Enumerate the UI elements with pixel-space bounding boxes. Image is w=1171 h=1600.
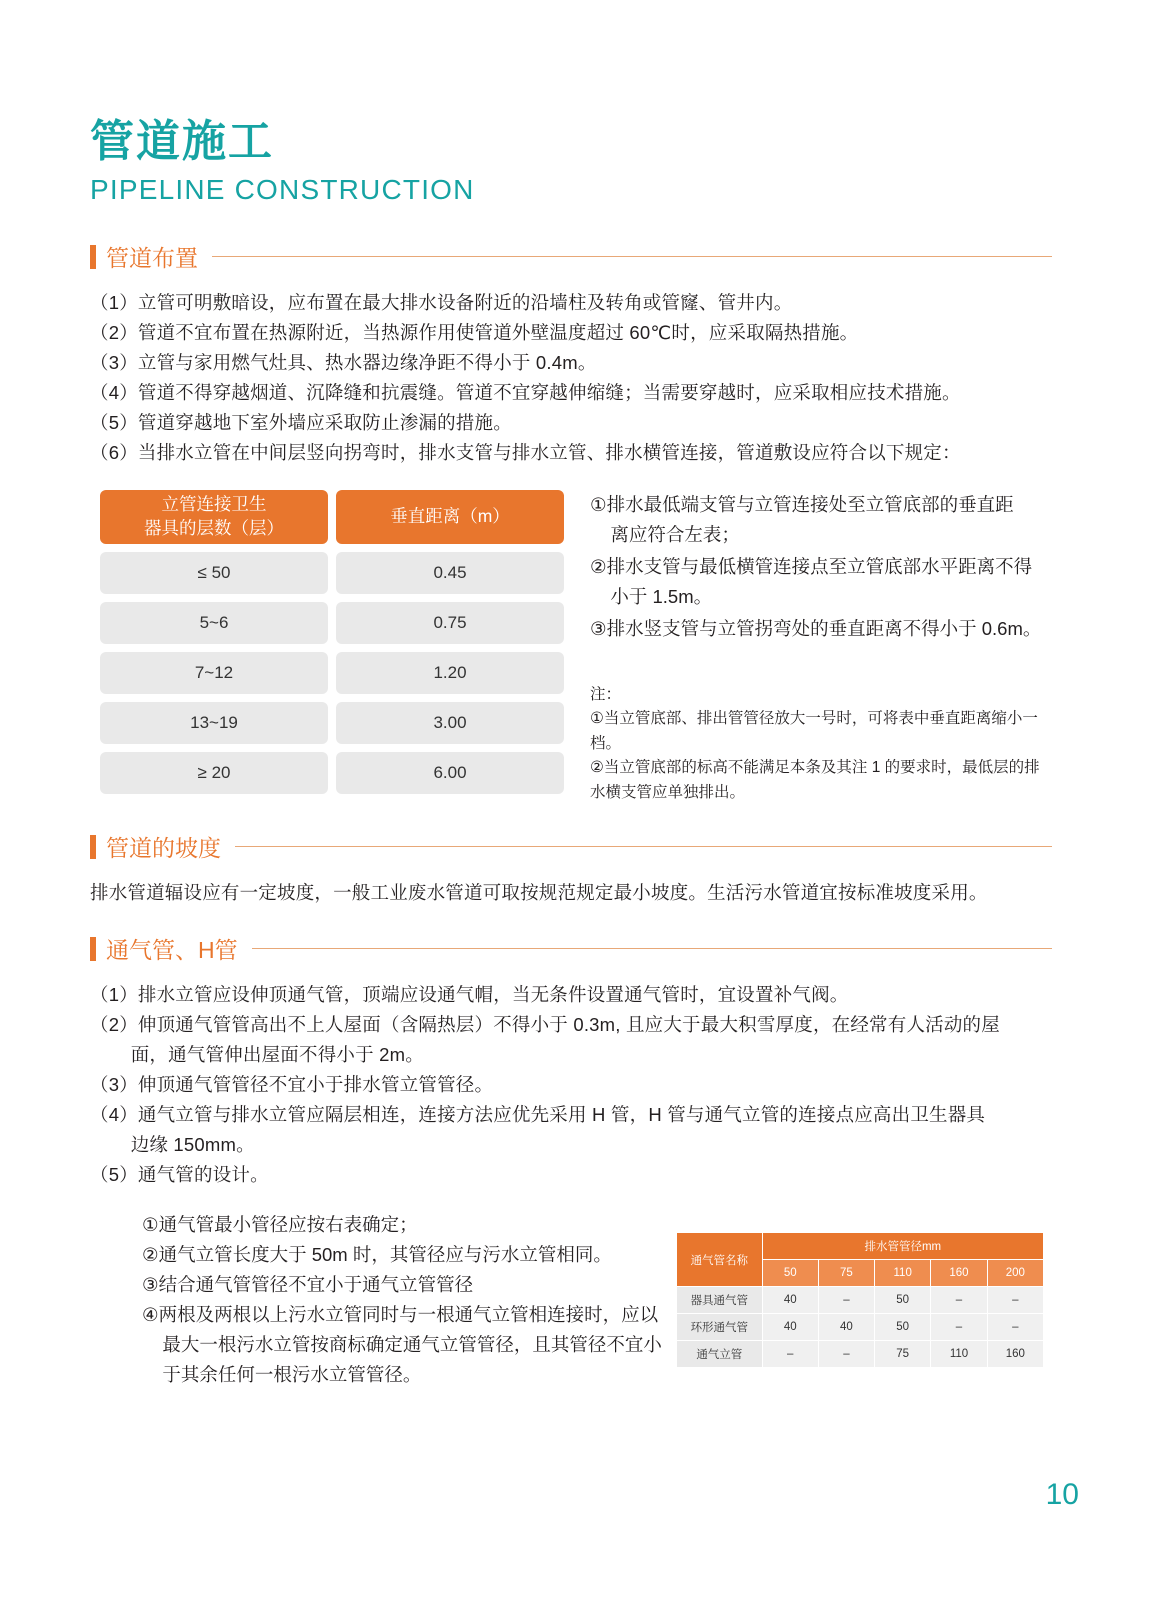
table-row-label: 环形通气管 [677, 1314, 763, 1341]
vertical-distance-table [100, 490, 564, 802]
table-cell-level: ≥ 20 [100, 752, 328, 794]
footnote-2-lead: ②当立管底部的标高不能满足本条及其注 1 的要求时，最低层的排 [590, 759, 1040, 777]
table-cell-level: 5~6 [100, 602, 328, 644]
vent-item-1-lead: （1）排水立管应设伸顶通气管，顶端应设通气帽，当无条件设置通气管时，宜设置补气阀。 [90, 984, 849, 1005]
table-row [100, 652, 564, 694]
table-cell: – [818, 1287, 874, 1314]
table-cell-distance: 0.75 [336, 602, 564, 644]
side-note-2-cont: 小于 1.5m。 [610, 585, 713, 607]
table-row [100, 602, 564, 644]
vent-sub-4 [142, 1300, 662, 1390]
table-footnotes [590, 683, 1060, 805]
table-cell-level: ≤ 50 [100, 552, 328, 594]
section-bar-icon [90, 937, 96, 961]
table-cell: 75 [875, 1341, 931, 1368]
table-group-header: 排水管管径mm [762, 1233, 1043, 1260]
table-cell-level: 13~19 [100, 702, 328, 744]
vent-sub-2 [142, 1240, 662, 1270]
side-note-1-cont: 离应符合左表； [610, 523, 740, 545]
table-row [677, 1314, 1044, 1341]
footnote-1-lead: ①当立管底部、排出管管径放大一号时，可将表中垂直距离缩小一档。 [590, 710, 1038, 752]
footnote-2 [590, 756, 1060, 805]
table-cell: – [987, 1314, 1043, 1341]
table-corner-label: 通气管名称 [677, 1233, 763, 1287]
table-row [100, 752, 564, 794]
table-cell-distance: 6.00 [336, 752, 564, 794]
vent-item-2-cont: 面，通气管伸出屋面不得小于 2m。 [130, 1043, 424, 1065]
vent-sub-4-lead: ④两根及两根以上污水立管同时与一根通气立管相连接时，应以 [142, 1303, 659, 1325]
vent-sub-4-cont2: 于其余任何一根污水立管管径。 [162, 1363, 422, 1385]
layout-item-5: （5）管道穿越地下室外墙应采取防止渗漏的措施。 [90, 412, 512, 433]
section-rule [212, 256, 1052, 257]
table-cell: 40 [762, 1314, 818, 1341]
table-row [100, 552, 564, 594]
table-cell: 40 [762, 1287, 818, 1314]
page-title-block [90, 118, 475, 206]
vent-item-4 [90, 1100, 1060, 1160]
vent-sub-1 [142, 1210, 662, 1240]
table-col-header: 160 [931, 1260, 987, 1287]
table-header-cell-distance: 垂直距离（m） [336, 490, 564, 544]
footnote-label: 注： [590, 686, 622, 703]
page-title-english: PIPELINE CONSTRUCTION [90, 174, 475, 206]
section-bar-icon [90, 835, 96, 859]
table-row [100, 702, 564, 744]
table-row [677, 1341, 1044, 1368]
table-header-levels-line1: 立管连接卫生 [161, 494, 267, 515]
vent-sub-2-lead: ②通气立管长度大于 50m 时，其管径应与污水立管相同。 [142, 1243, 612, 1265]
section-title-layout: 管道布置 [106, 245, 198, 271]
vent-item-5 [90, 1160, 1060, 1190]
side-note-2 [590, 552, 1060, 612]
vent-sub-3 [142, 1270, 662, 1300]
table-cell: – [931, 1314, 987, 1341]
table-cell: 50 [875, 1287, 931, 1314]
section-title-vent: 通气管、H管 [106, 937, 238, 963]
vent-pipe-diameter-table [676, 1232, 1044, 1368]
section-heading-slope [90, 830, 1052, 863]
vent-item-2 [90, 1010, 1060, 1070]
page-title: 管道施工 [90, 117, 274, 166]
table-col-header: 200 [987, 1260, 1043, 1287]
vent-item-4-lead: （4）通气立管与排水立管应隔层相连，连接方法应优先采用 H 管，H 管与通气立管的连接点应高出卫生器具 [90, 1104, 986, 1125]
table-col-header: 110 [875, 1260, 931, 1287]
table-header-row [100, 490, 564, 544]
section-heading-layout [90, 240, 1052, 273]
table-cell-level: 7~12 [100, 652, 328, 694]
table-cell: – [818, 1341, 874, 1368]
table-cell: – [987, 1287, 1043, 1314]
layout-item-3: （3）立管与家用燃气灶具、热水器边缘净距不得小于 0.4m。 [90, 352, 597, 373]
vent-item-3-lead: （3）伸顶通气管管径不宜小于排水管立管管径。 [90, 1074, 494, 1095]
side-note-2-lead: ②排水支管与最低横管连接点至立管底部水平距离不得 [590, 555, 1033, 577]
side-note-3 [590, 614, 1060, 644]
table-row-label: 器具通气管 [677, 1287, 763, 1314]
table-cell: – [762, 1341, 818, 1368]
layout-item-6: （6）当排水立管在中间层竖向拐弯时，排水支管与排水立管、排水横管连接，管道敷设应符合以下规定： [90, 442, 961, 463]
section-bar-icon [90, 245, 96, 269]
table-side-notes [590, 490, 1060, 646]
table-row-header-group [677, 1233, 1044, 1260]
layout-item-4: （4）管道不得穿越烟道、沉降缝和抗震缝。管道不宜穿越伸缩缝；当需要穿越时，应采取相应技术措施。 [90, 382, 961, 403]
table-col-header: 75 [818, 1260, 874, 1287]
table-header-cell-levels [100, 490, 328, 544]
side-note-1-lead: ①排水最低端支管与立管连接处至立管底部的垂直距 [590, 494, 1014, 515]
vent-item-2-lead: （2）伸顶通气管管高出不上人屋面（含隔热层）不得小于 0.3m, 且应大于最大积雪厚度，在经常有人活动的屋 [90, 1014, 1000, 1035]
vent-sub-4-cont: 最大一根污水立管按商标确定通气立管管径，且其管径不宜小 [162, 1333, 662, 1355]
footnote-1 [590, 707, 1060, 756]
vent-item-4-cont: 边缘 150mm。 [130, 1133, 255, 1155]
section-heading-vent [90, 932, 1052, 965]
slope-paragraph: 排水管道辐设应有一定坡度，一般工业废水管道可取按规范规定最小坡度。生活污水管道宜按标准坡度采用。 [90, 882, 988, 903]
vent-item-3 [90, 1070, 1060, 1100]
table-row [677, 1287, 1044, 1314]
table-cell: 160 [987, 1341, 1043, 1368]
footnote-2-cont: 水横支管应单独排出。 [590, 783, 746, 801]
section-title-slope: 管道的坡度 [106, 835, 221, 861]
section-rule [252, 948, 1052, 949]
table-cell-distance: 0.45 [336, 552, 564, 594]
vent-design-sublist [142, 1210, 662, 1390]
vent-sub-3-lead: ③结合通气管管径不宜小于通气立管管径 [142, 1273, 474, 1295]
vent-item-5-lead: （5）通气管的设计。 [90, 1164, 269, 1185]
table-cell: – [931, 1287, 987, 1314]
page-number: 10 [1045, 1478, 1079, 1511]
table-col-header: 50 [762, 1260, 818, 1287]
vent-item-1 [90, 980, 1060, 1010]
table-cell-distance: 3.00 [336, 702, 564, 744]
table-header-levels-line2: 器具的层数（层） [144, 518, 284, 538]
side-note-3-lead: ③排水竖支管与立管拐弯处的垂直距离不得小于 0.6m。 [590, 617, 1042, 639]
section-rule [235, 846, 1052, 847]
side-note-1 [590, 490, 1060, 550]
layout-item-2: （2）管道不宜布置在热源附近，当热源作用使管道外壁温度超过 60℃时，应采取隔热措施。 [90, 322, 859, 343]
table-cell: 110 [931, 1341, 987, 1368]
table-cell-distance: 1.20 [336, 652, 564, 694]
table-cell: 40 [818, 1314, 874, 1341]
vent-sub-1-lead: ①通气管最小管径应按右表确定； [142, 1214, 418, 1235]
table-cell: 50 [875, 1314, 931, 1341]
table-row-label: 通气立管 [677, 1341, 763, 1368]
layout-item-1: （1）立管可明敷暗设，应布置在最大排水设备附近的沿墙柱及转角或管窿、管井内。 [90, 292, 793, 313]
